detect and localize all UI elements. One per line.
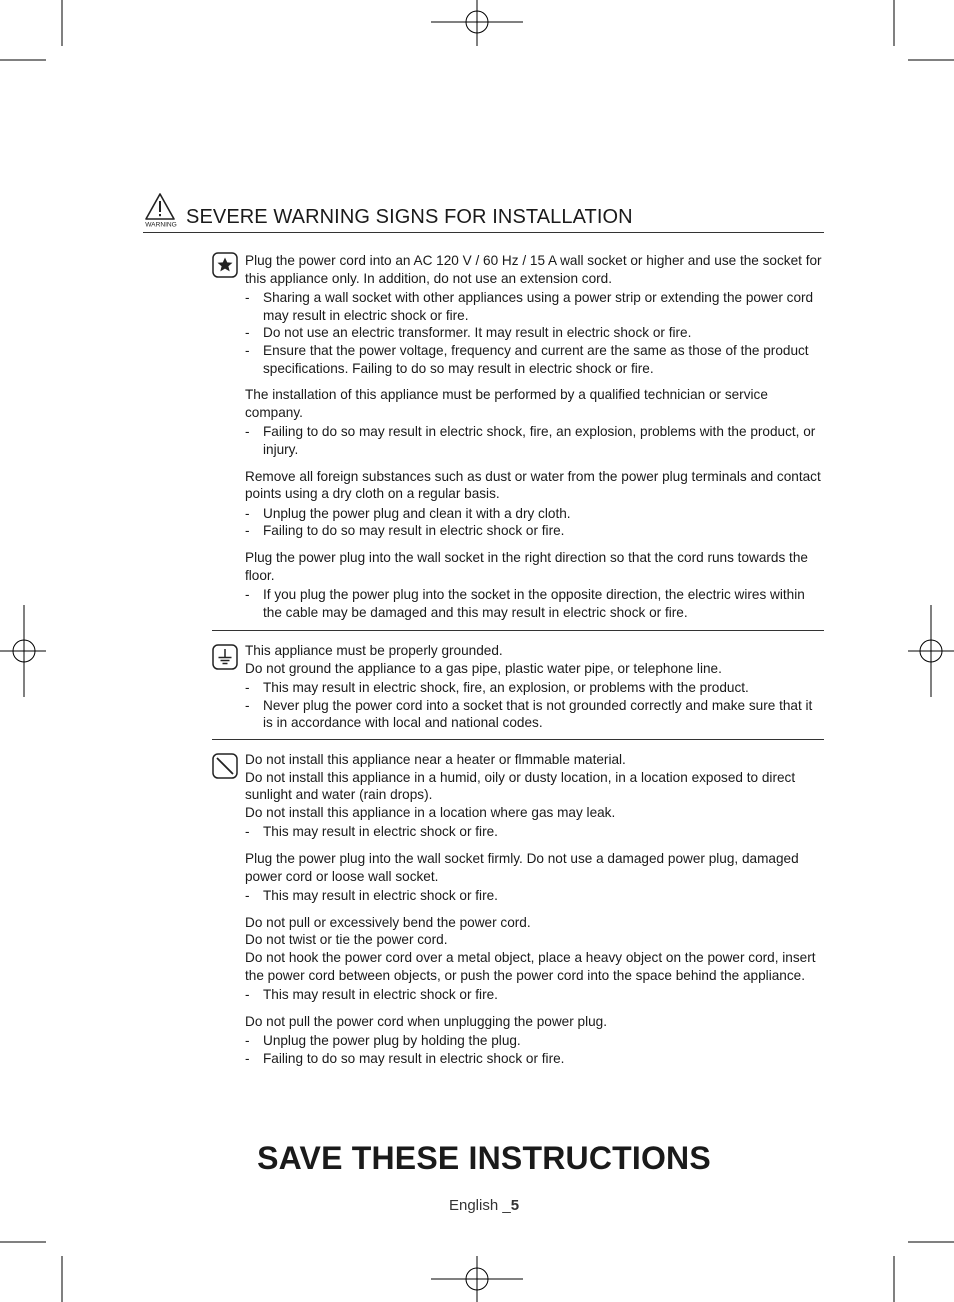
footer-language: English _ <box>448 1197 511 1214</box>
bullet-list <box>245 887 825 905</box>
list-item: - Never plug the power cord into a socket that is not grounded correctly and make sure that it is in accordance with local and national codes. <box>245 697 825 732</box>
list-item: - This may result in electric shock or fire. <box>245 986 825 1004</box>
divider <box>212 739 824 740</box>
bullet-list <box>245 679 825 732</box>
bullet-list <box>245 986 825 1004</box>
instruction-block <box>245 1013 825 1068</box>
bullet-list <box>245 289 825 377</box>
instruction-text: Do not install this appliance near a heater or flmmable material. <box>245 752 626 767</box>
instruction-text: Do not install this appliance in a location where gas may leak. <box>245 804 616 820</box>
instruction-text: Plug the power cord into an AC 120 V / 60 Hz / 15 A wall socket or higher and use the socket for this appliance only. In addition, do not use an extension cord. <box>245 253 822 286</box>
warning-label: WARNING <box>145 221 177 229</box>
instruction-text: Do not install this appliance in a humid, oily or dusty location, in a location exposed to direct sunlight and water (rain drops). <box>245 769 796 803</box>
instruction-block <box>245 252 825 377</box>
instruction-text: This appliance must be properly grounded. <box>245 643 503 658</box>
divider <box>212 630 824 631</box>
instruction-block <box>245 751 825 841</box>
page-number: 5 <box>510 1197 520 1214</box>
section-body <box>245 751 825 1077</box>
section-body <box>245 642 825 741</box>
instruction-text: Do not ground the appliance to a gas pipe, plastic water pipe, or telephone line. <box>245 660 722 676</box>
bullet-list <box>245 586 825 621</box>
page-footer <box>0 1197 954 1214</box>
list-item: - If you plug the power plug into the socket in the opposite direction, the electric wires within the cable may be damaged and this may result in electric shock or fire. <box>245 586 825 621</box>
list-item: - Failing to do so may result in electric shock or fire. <box>245 522 825 540</box>
instruction-text: Remove all foreign substances such as dust or water from the power plug terminals and contact points using a dry cloth on a regular basis. <box>245 468 821 502</box>
instruction-text: Plug the power plug into the wall socket in the right direction so that the cord runs towards the floor. <box>245 549 808 583</box>
save-instructions-title: SAVE THESE INSTRUCTIONS <box>257 1140 711 1176</box>
list-item: - Unplug the power plug and clean it with a dry cloth. <box>245 505 825 523</box>
bullet-list <box>245 423 825 458</box>
instruction-text: The installation of this appliance must be performed by a qualified technician or service company. <box>245 387 768 420</box>
list-item: - Failing to do so may result in electric shock or fire. <box>245 1050 825 1068</box>
instruction-text: Plug the power plug into the wall socket firmly. Do not use a damaged power plug, damaged power cord or loose wall socket. <box>245 850 799 884</box>
list-item: - Do not use an electric transformer. It may result in electric shock or fire. <box>245 324 825 342</box>
instruction-block <box>245 914 825 1004</box>
bullet-list <box>245 823 825 841</box>
bullet-list <box>245 1032 825 1067</box>
instruction-block <box>245 850 825 905</box>
star-icon <box>212 252 238 278</box>
section-header <box>143 192 824 233</box>
page-title: SEVERE WARNING SIGNS FOR INSTALLATION <box>186 206 633 228</box>
list-item: - Failing to do so may result in electric shock, fire, an explosion, problems with the product, or injury. <box>245 423 825 458</box>
list-item: - This may result in electric shock or fire. <box>245 823 825 841</box>
instruction-text: Do not pull or excessively bend the power cord. <box>245 914 531 930</box>
instruction-text: Do not twist or tie the power cord. <box>245 932 448 948</box>
list-item: - Unplug the power plug by holding the plug. <box>245 1032 825 1050</box>
ground-icon <box>212 644 238 670</box>
bullet-list <box>245 505 825 540</box>
list-item: - This may result in electric shock, fire, an explosion, or problems with the product. <box>245 679 825 697</box>
warning-icon <box>143 192 181 230</box>
instruction-text: Do not pull the power cord when unplugging the power plug. <box>245 1013 607 1029</box>
instruction-text: Do not hook the power cord over a metal object, place a heavy object on the power cord, insert the power cord between objects, or push the power cord into the space behind the appliance. <box>245 949 816 983</box>
instruction-block <box>245 642 825 732</box>
instruction-block <box>245 386 825 458</box>
list-item: - Sharing a wall socket with other appliances using a power strip or extending the power cord may result in electric shock or fire. <box>245 289 825 324</box>
prohibited-icon <box>212 753 238 779</box>
list-item: - This may result in electric shock or fire. <box>245 887 825 905</box>
list-item: - Ensure that the power voltage, frequency and current are the same as those of the product specifications. Failing to do so may result in electric shock or fire. <box>245 342 825 377</box>
instruction-block <box>245 468 825 540</box>
section-body <box>245 252 825 630</box>
instruction-block <box>245 549 825 621</box>
